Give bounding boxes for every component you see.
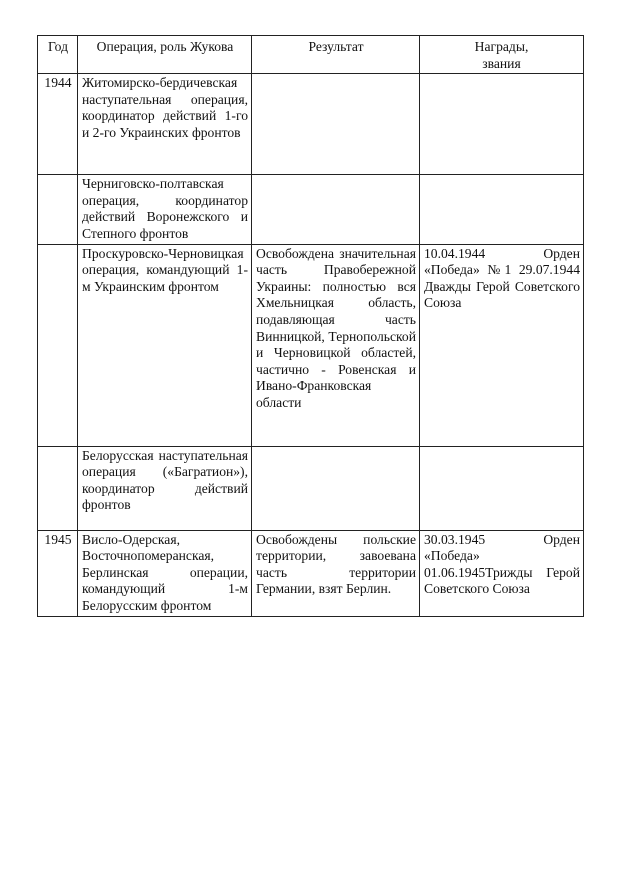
row-result: Освобождена значительная часть Правобережной Украины: полностью вся Хмельницкая область, подавляющая часть Винницкой, Тернопольской и Черновицкой областей, частично - Ровенская и Ивано-Франковская области [252, 244, 420, 446]
table-row [38, 175, 584, 244]
row-operation: Житомирско-бердичевская наступательная операция, координатор действий 1-го и 2-го Украинских фронтов [78, 74, 252, 175]
table-row [38, 74, 584, 175]
table-row [38, 244, 584, 446]
row-awards [420, 175, 584, 244]
zhukov-operations-table [37, 35, 584, 617]
header-result: Результат [252, 36, 420, 74]
row-year: 1944 [38, 74, 78, 175]
row-awards: 10.04.1944 Орден «Победа» №1 29.07.1944 Дважды Герой Советского Союза [420, 244, 584, 446]
row-operation: Черниговско-полтавская операция, координатор действий Воронежского и Степного фронтов [78, 175, 252, 244]
row-result [252, 446, 420, 530]
table-header-row [38, 36, 584, 74]
header-year: Год [38, 36, 78, 74]
row-awards: 30.03.1945 Орден «Победа» 01.06.1945Трижды Герой Советского Союза [420, 530, 584, 616]
row-awards [420, 74, 584, 175]
row-year [38, 175, 78, 244]
row-result [252, 74, 420, 175]
table-row [38, 530, 584, 616]
row-operation: Висло-Одерская, Восточнопомеранская, Берлинская операции, командующий 1-м Белорусским фронтом [78, 530, 252, 616]
row-operation: Проскуровско-Черновицкая операция, командующий 1-м Украинским фронтом [78, 244, 252, 446]
row-operation: Белорусская наступательная операция («Багратион»), координатор действий фронтов [78, 446, 252, 530]
row-year [38, 446, 78, 530]
row-year [38, 244, 78, 446]
row-awards [420, 446, 584, 530]
row-result: Освобождены польские территории, завоевана часть территории Германии, взят Берлин. [252, 530, 420, 616]
row-result [252, 175, 420, 244]
row-year: 1945 [38, 530, 78, 616]
table-row [38, 446, 584, 530]
header-awards: Награды, звания [420, 36, 584, 74]
header-operation: Операция, роль Жукова [78, 36, 252, 74]
